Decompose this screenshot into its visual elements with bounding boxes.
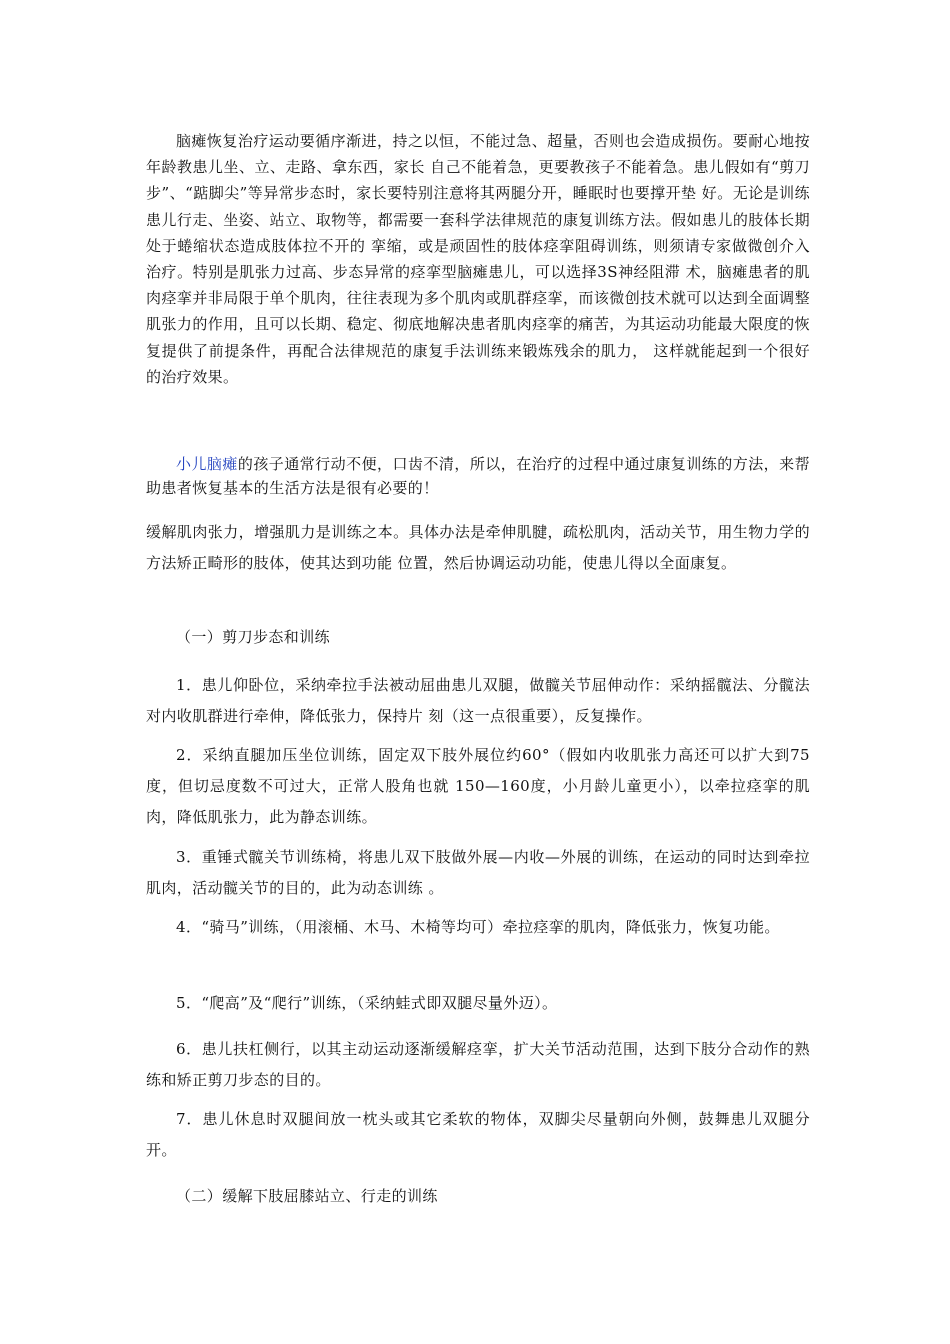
list-item-6: 6．患儿扶杠侧行，以其主动运动逐渐缓解痉挛，扩大关节活动范围，达到下肢分合动作的熟练和矫正剪刀步态的目的。 bbox=[146, 1040, 810, 1089]
paragraph-rehab-principles: 脑瘫恢复治疗运动要循序渐进，持之以恒，不能过急、超量，否则也会造成损伤。要耐心地按年龄教患儿坐、立、走路、拿东西，家长 自己不能着急，更要教孩子不能着急。患儿假如有“剪刀步”、“踮脚尖”等异常步态时，家长要特别注意将其两腿分开，睡眠时也要撑开垫 好。无论是训练患儿行走、坐姿、站立、取物等，都需要一套科学法律规范的康复训练方法。假如患儿的肢体长期处于蜷缩状态造成肢体拉不开的 挛缩，或是顽固性的肢体痉挛阻碍训练，则须请专家做微创介入治疗。特别是肌张力过高、步态异常的痉挛型脑瘫患儿，可以选择3S神经阻滞 术，脑瘫患者的肌肉痉挛并非局限于单个肌肉，往往表现为多个肌肉或肌群痉挛，而该微创技术就可以达到全面调整肌张力的作用，且可以长期、稳定、彻底地解决患者肌肉痉挛的痛苦，为其运动功能最大限度的恢复提供了前提条件，再配合法律规范的康复手法训练来锻炼残余的肌力， 这样就能起到一个很好的治疗效果。 bbox=[146, 132, 810, 386]
section-heading-knee-flexion: （二）缓解下肢屈膝站立、行走的训练 bbox=[176, 1187, 438, 1205]
list-item-2: 2．采纳直腿加压坐位训练，固定双下肢外展位约60°（假如内收肌张力高还可以扩大到75度，但切忌度数不可过大，正常人股角也就 150—160度，小月龄儿童更小），以牵拉痉挛的肌肉，降低肌张力，此为静态训练。 bbox=[146, 746, 810, 826]
cerebral-palsy-link[interactable]: 小儿脑瘫 bbox=[176, 455, 238, 473]
list-item-3: 3．重锤式髋关节训练椅，将患儿双下肢做外展—内收—外展的训练，在运动的同时达到牵拉肌肉，活动髋关节的目的，此为动态训练 。 bbox=[146, 848, 810, 897]
list-item-4: 4．“骑马”训练，（用滚桶、木马、木椅等均可）牵拉痉挛的肌肉，降低张力，恢复功能。 bbox=[176, 918, 780, 936]
paragraph-cerebral-palsy-children bbox=[146, 452, 810, 500]
section-heading-scissor-gait: （一）剪刀步态和训练 bbox=[176, 628, 331, 646]
list-item-1: 1．患儿仰卧位，采纳牵拉手法被动屈曲患儿双腿，做髋关节屈伸动作：采纳摇髋法、分髋法对内收肌群进行牵伸，降低张力，保持片 刻（这一点很重要），反复操作。 bbox=[146, 676, 810, 725]
paragraph-training-basis: 缓解肌肉张力，增强肌力是训练之本。具体办法是牵伸肌腱，疏松肌肉，活动关节，用生物力学的方法矫正畸形的肢体，使其达到功能 位置，然后协调运动功能，使患儿得以全面康复。 bbox=[146, 523, 810, 572]
list-item-5: 5．“爬高”及“爬行”训练，（采纳蛙式即双腿尽量外迈）。 bbox=[176, 994, 558, 1012]
paragraph-text: 的孩子通常行动不便，口齿不清，所以，在治疗的过程中通过康复训练的方法，来帮助患者恢复基本的生活方法是很有必要的！ bbox=[146, 455, 810, 497]
list-item-7: 7．患儿休息时双腿间放一枕头或其它柔软的物体，双脚尖尽量朝向外侧，鼓舞患儿双腿分开。 bbox=[146, 1110, 810, 1159]
